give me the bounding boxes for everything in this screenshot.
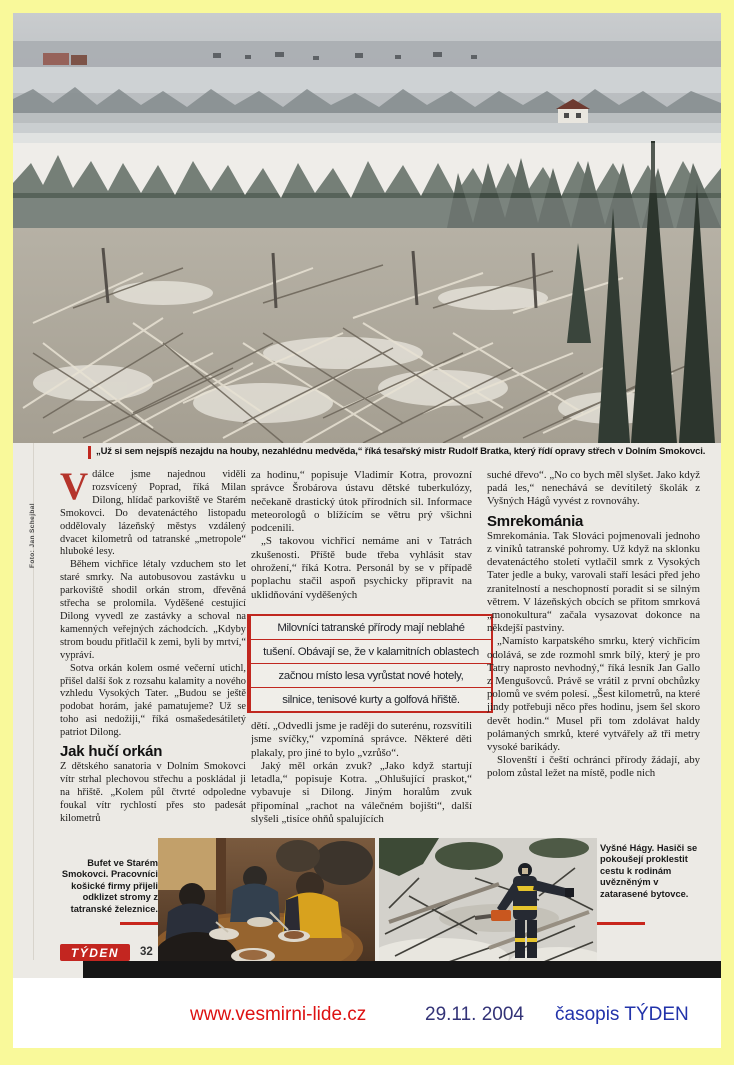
caption-red-bar — [88, 446, 91, 459]
photo-buffet-smokovec — [158, 838, 375, 975]
article-column-3 — [487, 469, 700, 843]
paragraph: dálce jsme najednou viděli rozsvícený Poprad, říká Milan Dilong, hlídač parkoviště ve Starém Smokovci. Do devatenáctého listopadu oddělovaly lázeňský městys vzdálený dvacet kilometrů od tatranské „metropole“ hluboké lesy. — [60, 469, 246, 558]
paragraph: suché dřevo“. „No co bych měl slyšet. Jako když padá les,“ nenechává se devítiletý školák z Vyšných Hágů vyvést z rovnováhy. — [487, 469, 700, 508]
magazine-page — [13, 13, 721, 1048]
pull-quote-box — [247, 614, 493, 713]
pull-quote-line: začnou místo lesa vyrůstat nové hotely, — [251, 664, 491, 688]
scan-shadow-edge — [83, 961, 721, 978]
tyden-logo: TÝDEN — [60, 944, 130, 961]
section-heading-smrekomania: Smrekománia — [487, 512, 584, 530]
main-photo-storm-damage — [13, 13, 721, 443]
pull-quote-line: silnice, tenisové kurty a golfová hřiště. — [282, 693, 460, 706]
paragraph: Smrekománia. Tak Slováci pojmenovali jednoho z viníků tatranské pohromy. Už když na sklonku devatenáctého století vytlačil smrk z Vysokých Tater jedle a buky, varovali staří lesáci před jeho zranitelností a neschopností poradit si se silným větrem. V lázeňských obcích se přitom smrková „monokultura“ začala vysazovat dokonce na někdejší pastviny. — [487, 529, 700, 635]
paragraph: za hodinu,“ popisuje Vladimír Kotra, provozní správce Šrobárova ústavu dětské tuberkulózy, nečekaně drastický útok přírodních sil. Informace meteorologů o blížícím se větru prý všichni podcenili. — [251, 469, 472, 535]
magazine-scan — [13, 13, 721, 978]
article-column-1 — [60, 469, 246, 843]
footer-source: časopis TÝDEN — [555, 1004, 689, 1025]
paragraph: Jaký měl orkán zvuk? „Jako když startují letadla,“ popisuje Kotra. „Ohlušující praskot,“ vybavuje si Dilong. Jiným horalům zvuk připomínal „rachot na válečném bojišti“, další slyšeli „tisíce ohňů spalujících — [251, 759, 472, 826]
paragraph: „S takovou vichřicí nemáme ani v Tatrách zkušenosti. Příště bude třeba vyhlásit stav ohrožení,“ říká Kotra. Personál by se v případě poplachu stačil aspoň psychicky připravit na uklidňování vyděšených — [251, 535, 472, 601]
pull-quote-line: tušení. Obávají se, že v kalamitních oblastech — [251, 640, 491, 664]
bottom-caption-left: Bufet ve Starém Smokovci. Pracovníci košické firmy přijeli odklizet stromy z tatranské železnice. — [61, 858, 158, 914]
pull-quote-line: Milovníci tatranské přírody mají neblahé — [251, 616, 491, 640]
paragraph: Sotva orkán kolem osmé večerní utichl, přišel další šok z rozsahu kalamity a nového vzhledu Vysokých Tater. „Budou se ještě podobat horám, jaké pamatujeme? Už se toho asi nedožiji,“ říká osmašedesátiletý patriot Dilong. — [60, 662, 246, 739]
footer — [13, 978, 721, 1048]
paragraph: „Namísto karpatského smrku, který vichřicím odolává, se zde rozmohl smrk bílý, který je pro Tatry naprosto nevhodný,“ říká lesník Jan Gallo z Mengušovců. Právě se vrátil z první obchůzky polomů ve svém polesí. „Šest kilometrů, na které jindy potřebuji něco přes hodinu, jsem šel skoro devět hodin.“ Musel při tom zdolávat haldy polámaných smrků, které vytvářely až tři metry vysoké barikády. — [487, 635, 700, 754]
paragraph: Během vichřice létaly vzduchem sto let staré smrky. Na autobusovou zastávku u parkoviště shodil orkán strom, dřevěná střecha se prolomila. Vyděšené cestující Dilong vyvedl ze zastávky a schoval na kamenných veřejných záchodcích. „Kdyby strom boudu přitlačil k zemi, byli by mrtví,“ vypráví. — [60, 559, 246, 661]
paragraph: dětí. „Odvedli jsme je raději do suterénu, rozsvítili jsme svíčky,“ vzpomíná správce. Některé děti plakaly, pro jiné to bylo „vzrůšo“. — [251, 720, 472, 759]
paragraph: Z dětského sanatoria v Dolním Smokovci vítr strhal plechovou střechu a poskládal ji na hřiště. „Kolem půl čtvrté odpoledne foukal vítr rychlostí přes sto padesát kilometrů — [60, 760, 246, 824]
main-photo-caption: „Už si sem nejspíš nezajdu na houby, nezahlédnu medvěda,“ říká tesařský mistr Rudolf Bratka, který řídí opravy střech v Dolním Smokovci. — [96, 446, 706, 457]
section-heading-orkan: Jak hučí orkán — [60, 743, 163, 761]
footer-date: 29.11. 2004 — [425, 1004, 524, 1025]
article-column-2-top — [251, 469, 472, 613]
drop-cap: V — [60, 469, 89, 508]
page-number: 32 — [140, 946, 153, 958]
paragraph: Slovenští i čeští ochránci přírody žádají, aby polom zůstal ležet na místě, podle nich — [487, 754, 700, 780]
photo-credit: Foto: Jan Schejbal — [29, 503, 36, 568]
bottom-caption-right: Vyšné Hágy. Hasiči se pokoušejí proklestit cestu k rodinám uvězněným v zatarasené bytovce. — [600, 843, 698, 899]
photo-firefighter-vysne-hagy — [379, 838, 597, 975]
article-column-2-bottom — [251, 720, 472, 842]
footer-url: www.vesmirni-lide.cz — [190, 1004, 367, 1025]
